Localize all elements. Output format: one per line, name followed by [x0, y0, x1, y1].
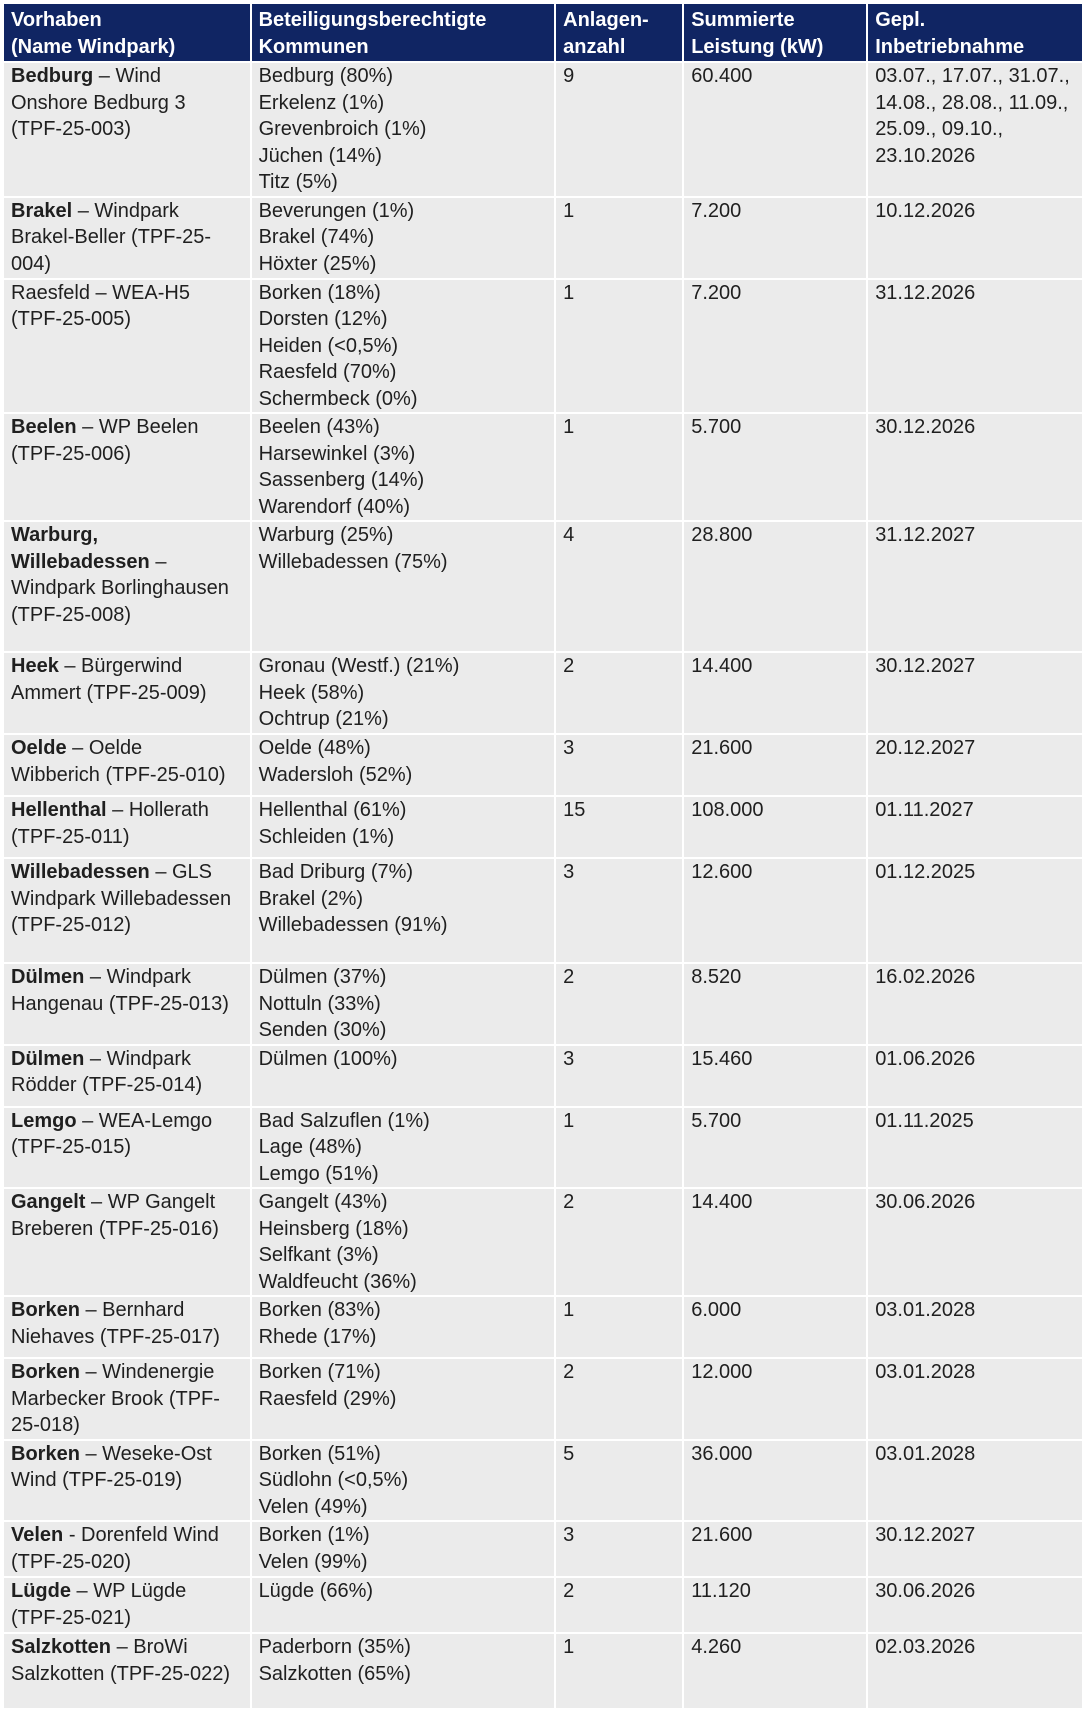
cell-anlagenanzahl: 3	[556, 1522, 682, 1576]
cell-leistung: 12.600	[684, 859, 866, 962]
kommune-line: Borken (71%)	[258, 1361, 381, 1383]
cell-leistung: 14.400	[684, 1189, 866, 1295]
cell-anlagenanzahl: 15	[556, 797, 682, 857]
vorhaben-line: Ammert (TPF-25-009)	[11, 681, 207, 704]
cell-anlagenanzahl: 4	[556, 522, 682, 651]
cell-anlagenanzahl: 2	[556, 1578, 682, 1632]
cell-leistung: 12.000	[684, 1359, 866, 1439]
vorhaben-line: (TPF-25-008)	[11, 603, 132, 626]
cell-vorhaben	[4, 1522, 250, 1576]
cell-anlagenanzahl: 1	[556, 280, 682, 413]
cell-inbetriebnahme	[868, 964, 1082, 1044]
cell-anlagenanzahl: 1	[556, 1297, 682, 1357]
kommune-line: Grevenbroich (1%)	[258, 118, 427, 140]
header-vorhaben	[4, 4, 250, 61]
cell-vorhaben	[4, 198, 250, 278]
cell-leistung: 7.200	[684, 198, 866, 278]
cell-kommunen	[252, 198, 555, 278]
table-row	[4, 1441, 1082, 1521]
kommune-line: Borken (83%)	[258, 1299, 381, 1321]
kommune-line: Gronau (Westf.) (21%)	[258, 655, 460, 677]
kommune-line: Warburg (25%)	[258, 524, 394, 546]
date-line: 01.11.2025	[875, 1109, 974, 1132]
project-name: Borken	[11, 1361, 80, 1383]
project-name: Gangelt	[11, 1191, 86, 1213]
cell-inbetriebnahme	[868, 1522, 1082, 1576]
kommune-line: Hellenthal (61%)	[258, 799, 407, 821]
cell-leistung: 4.260	[684, 1634, 866, 1708]
cell-vorhaben	[4, 1108, 250, 1188]
cell-vorhaben	[4, 1359, 250, 1439]
table-row	[4, 735, 1082, 795]
kommune-line: Warendorf (40%)	[258, 495, 411, 518]
cell-inbetriebnahme	[868, 1634, 1082, 1708]
cell-inbetriebnahme	[868, 1108, 1082, 1188]
vorhaben-line: (TPF-25-021)	[11, 1606, 132, 1629]
date-line: 20.12.2027	[875, 737, 976, 759]
cell-leistung: 5.700	[684, 414, 866, 520]
kommune-line: Raesfeld (29%)	[258, 1387, 397, 1410]
project-name: Oelde	[11, 737, 67, 759]
date-line: 30.12.2026	[875, 416, 976, 438]
vorhaben-line: Borken – Bernhard	[11, 1299, 185, 1321]
cell-inbetriebnahme	[868, 1578, 1082, 1632]
table-row	[4, 198, 1082, 278]
table-row	[4, 1634, 1082, 1708]
cell-leistung: 14.400	[684, 653, 866, 733]
project-name: Lügde	[11, 1580, 71, 1602]
date-line: 03.07., 17.07., 31.07.,	[875, 65, 1070, 87]
date-line: 31.12.2027	[875, 524, 976, 546]
date-line: 30.12.2027	[875, 655, 976, 677]
cell-anlagenanzahl: 2	[556, 1359, 682, 1439]
header-line: anzahl	[563, 35, 626, 58]
kommune-line: Willebadessen (91%)	[258, 914, 448, 936]
project-name: Heek	[11, 655, 59, 677]
cell-anlagenanzahl: 2	[556, 1189, 682, 1295]
project-name: Beelen	[11, 416, 77, 438]
kommune-line: Lügde (66%)	[258, 1580, 374, 1602]
cell-leistung: 21.600	[684, 1522, 866, 1576]
kommune-line: Borken (51%)	[258, 1442, 381, 1465]
cell-anlagenanzahl: 1	[556, 414, 682, 520]
cell-kommunen	[252, 1297, 555, 1357]
vorhaben-line: (TPF-25-012)	[11, 914, 132, 936]
project-name: Willebadessen	[11, 550, 150, 573]
table-row	[4, 859, 1082, 962]
kommune-line: Bedburg (80%)	[258, 65, 394, 87]
vorhaben-line: Windpark Willebadessen	[11, 887, 232, 910]
date-line: 16.02.2026	[875, 966, 976, 988]
table-row	[4, 1359, 1082, 1439]
vorhaben-line: Raesfeld – WEA-H5	[11, 281, 190, 304]
vorhaben-line: Salzkotten – BroWi	[11, 1636, 188, 1658]
kommune-line: Brakel (74%)	[258, 226, 375, 248]
cell-vorhaben	[4, 522, 250, 651]
cell-vorhaben	[4, 1046, 250, 1106]
cell-vorhaben	[4, 1634, 250, 1708]
cell-kommunen	[252, 1359, 555, 1439]
vorhaben-line: (TPF-25-020)	[11, 1550, 132, 1573]
kommune-line: Erkelenz (1%)	[258, 91, 385, 114]
date-line: 03.01.2028	[875, 1361, 976, 1383]
vorhaben-line: Borken – Windenergie	[11, 1361, 215, 1383]
kommune-line: Senden (30%)	[258, 1019, 387, 1041]
kommune-line: Lage (48%)	[258, 1136, 362, 1158]
vorhaben-line: 004)	[11, 252, 52, 275]
kommune-line: Schermbeck (0%)	[258, 387, 418, 410]
cell-anlagenanzahl: 1	[556, 198, 682, 278]
cell-kommunen	[252, 1046, 555, 1106]
kommune-line: Brakel (2%)	[258, 887, 364, 910]
project-name: Hellenthal	[11, 799, 107, 821]
kommune-line: Velen (99%)	[258, 1550, 368, 1573]
cell-vorhaben	[4, 414, 250, 520]
header-line: Kommunen	[258, 35, 369, 58]
kommune-line: Paderborn (35%)	[258, 1636, 411, 1658]
date-line: 14.08., 28.08., 11.09.,	[875, 91, 1069, 114]
cell-leistung: 8.520	[684, 964, 866, 1044]
vorhaben-line: Warburg,	[11, 524, 99, 546]
vorhaben-line: Velen - Dorenfeld Wind	[11, 1524, 219, 1546]
date-line: 02.03.2026	[875, 1636, 976, 1658]
vorhaben-line: Bedburg – Wind	[11, 65, 162, 87]
date-line: 30.12.2027	[875, 1524, 976, 1546]
table-row	[4, 1297, 1082, 1357]
vorhaben-line: (TPF-25-005)	[11, 308, 132, 330]
cell-kommunen	[252, 859, 555, 962]
kommune-line: Oelde (48%)	[258, 737, 371, 759]
cell-vorhaben	[4, 1441, 250, 1521]
date-line: 10.12.2026	[875, 199, 976, 222]
project-name: Brakel	[11, 199, 73, 222]
vorhaben-line: Breberen (TPF-25-016)	[11, 1217, 219, 1240]
cell-inbetriebnahme	[868, 653, 1082, 733]
project-name: Willebadessen	[11, 861, 150, 883]
vorhaben-line: Dülmen – Windpark	[11, 1047, 192, 1070]
cell-leistung: 7.200	[684, 280, 866, 413]
cell-kommunen	[252, 1108, 555, 1188]
kommune-line: Titz (5%)	[258, 171, 338, 193]
vorhaben-line: Lügde – WP Lügde	[11, 1580, 187, 1602]
table-row	[4, 280, 1082, 413]
vorhaben-line: 25-018)	[11, 1414, 80, 1436]
table-body	[4, 63, 1082, 1708]
vorhaben-line: Windpark Borlinghausen	[11, 577, 229, 599]
kommune-line: Velen (49%)	[258, 1495, 368, 1518]
table-row	[4, 1578, 1082, 1632]
project-name: Lemgo	[11, 1109, 77, 1132]
project-name: Dülmen	[11, 1047, 85, 1070]
kommune-line: Bad Driburg (7%)	[258, 861, 414, 883]
cell-inbetriebnahme	[868, 1441, 1082, 1521]
cell-vorhaben	[4, 1297, 250, 1357]
cell-inbetriebnahme	[868, 1046, 1082, 1106]
cell-vorhaben	[4, 797, 250, 857]
cell-kommunen	[252, 653, 555, 733]
vorhaben-line: Wibberich (TPF-25-010)	[11, 763, 226, 786]
cell-kommunen	[252, 522, 555, 651]
vorhaben-line: (TPF-25-011)	[11, 825, 130, 848]
date-line: 31.12.2026	[875, 281, 976, 304]
cell-kommunen	[252, 964, 555, 1044]
cell-kommunen	[252, 1634, 555, 1708]
kommune-line: Dorsten (12%)	[258, 308, 388, 330]
cell-kommunen	[252, 63, 555, 196]
cell-vorhaben	[4, 653, 250, 733]
kommune-line: Lemgo (51%)	[258, 1162, 379, 1185]
cell-leistung: 28.800	[684, 522, 866, 651]
kommune-line: Harsewinkel (3%)	[258, 442, 416, 465]
project-name: Borken	[11, 1442, 80, 1465]
date-line: 30.06.2026	[875, 1191, 976, 1213]
header-line: Inbetriebnahme	[875, 35, 1025, 58]
vorhaben-line: Oelde – Oelde	[11, 737, 143, 759]
cell-vorhaben	[4, 280, 250, 413]
cell-leistung: 21.600	[684, 735, 866, 795]
cell-leistung: 11.120	[684, 1578, 866, 1632]
cell-vorhaben	[4, 735, 250, 795]
cell-leistung: 6.000	[684, 1297, 866, 1357]
kommune-line: Salzkotten (65%)	[258, 1662, 411, 1685]
header-line: Gepl.	[875, 9, 926, 31]
kommune-line: Beverungen (1%)	[258, 199, 415, 222]
date-line: 01.12.2025	[875, 861, 976, 883]
table-row	[4, 964, 1082, 1044]
header-line: Anlagen-	[563, 9, 649, 31]
kommune-line: Borken (1%)	[258, 1524, 370, 1546]
vorhaben-line: (TPF-25-015)	[11, 1136, 132, 1158]
cell-leistung: 108.000	[684, 797, 866, 857]
header-line: Vorhaben	[11, 9, 102, 31]
vorhaben-line: Hangenau (TPF-25-013)	[11, 992, 229, 1015]
cell-anlagenanzahl: 1	[556, 1634, 682, 1708]
date-line: 01.11.2027	[875, 799, 974, 821]
header-inbetriebnahme	[868, 4, 1082, 61]
header-line: (Name Windpark)	[11, 35, 176, 58]
cell-leistung: 5.700	[684, 1108, 866, 1188]
vorhaben-line: Dülmen – Windpark	[11, 966, 192, 988]
date-line: 03.01.2028	[875, 1299, 976, 1321]
vorhaben-line: Borken – Weseke-Ost	[11, 1442, 212, 1465]
cell-leistung: 60.400	[684, 63, 866, 196]
cell-vorhaben	[4, 1578, 250, 1632]
vorhaben-line: Gangelt – WP Gangelt	[11, 1191, 216, 1213]
header-line: Beteiligungsberechtigte	[258, 9, 487, 31]
cell-anlagenanzahl: 3	[556, 735, 682, 795]
table-header-row	[4, 4, 1082, 61]
cell-anlagenanzahl: 9	[556, 63, 682, 196]
header-anlagenanzahl	[556, 4, 682, 61]
cell-inbetriebnahme	[868, 414, 1082, 520]
date-line: 23.10.2026	[875, 144, 976, 167]
kommune-line: Borken (18%)	[258, 281, 381, 304]
cell-kommunen	[252, 280, 555, 413]
kommune-line: Willebadessen (75%)	[258, 550, 448, 573]
vorhaben-line: Willebadessen –	[11, 550, 167, 573]
kommune-line: Sassenberg (14%)	[258, 469, 425, 491]
kommune-line: Gangelt (43%)	[258, 1191, 388, 1213]
cell-vorhaben	[4, 1189, 250, 1295]
cell-vorhaben	[4, 859, 250, 962]
date-line: 25.09., 09.10.,	[875, 118, 1004, 140]
cell-leistung: 15.460	[684, 1046, 866, 1106]
header-leistung	[684, 4, 866, 61]
table-row	[4, 1189, 1082, 1295]
cell-inbetriebnahme	[868, 797, 1082, 857]
vorhaben-line: Lemgo – WEA-Lemgo	[11, 1109, 213, 1132]
cell-kommunen	[252, 1441, 555, 1521]
kommune-line: Rhede (17%)	[258, 1325, 377, 1348]
vorhaben-line: Willebadessen – GLS	[11, 861, 213, 883]
vorhaben-line: (TPF-25-003)	[11, 118, 132, 140]
windpark-table	[2, 2, 1084, 1710]
cell-vorhaben	[4, 63, 250, 196]
cell-inbetriebnahme	[868, 280, 1082, 413]
cell-anlagenanzahl: 1	[556, 1108, 682, 1188]
cell-inbetriebnahme	[868, 1297, 1082, 1357]
table-row	[4, 414, 1082, 520]
vorhaben-line: Salzkotten (TPF-25-022)	[11, 1662, 230, 1685]
vorhaben-line: Hellenthal – Hollerath	[11, 799, 209, 821]
cell-kommunen	[252, 1578, 555, 1632]
table-row	[4, 653, 1082, 733]
cell-anlagenanzahl: 2	[556, 653, 682, 733]
table-row	[4, 63, 1082, 196]
kommune-line: Heek (58%)	[258, 681, 365, 704]
kommune-line: Waldfeucht (36%)	[258, 1270, 417, 1293]
kommune-line: Schleiden (1%)	[258, 825, 395, 848]
vorhaben-line: Onshore Bedburg 3	[11, 91, 186, 114]
project-name: Velen	[11, 1524, 64, 1546]
vorhaben-line: Beelen – WP Beelen	[11, 416, 199, 438]
cell-kommunen	[252, 1522, 555, 1576]
project-name: Salzkotten	[11, 1636, 112, 1658]
vorhaben-line: Brakel – Windpark	[11, 199, 179, 222]
table-row	[4, 522, 1082, 651]
cell-inbetriebnahme	[868, 198, 1082, 278]
table-row	[4, 797, 1082, 857]
vorhaben-line: Niehaves (TPF-25-017)	[11, 1325, 220, 1348]
cell-anlagenanzahl: 3	[556, 859, 682, 962]
header-line: Leistung (kW)	[691, 35, 824, 58]
kommune-line: Nottuln (33%)	[258, 992, 381, 1015]
cell-kommunen	[252, 1189, 555, 1295]
kommune-line: Höxter (25%)	[258, 252, 377, 275]
vorhaben-line: (TPF-25-006)	[11, 442, 132, 465]
kommune-line: Heinsberg (18%)	[258, 1217, 409, 1240]
cell-vorhaben	[4, 964, 250, 1044]
project-name: Borken	[11, 1299, 80, 1321]
cell-inbetriebnahme	[868, 522, 1082, 651]
kommune-line: Bad Salzuflen (1%)	[258, 1109, 430, 1132]
vorhaben-line: Brakel-Beller (TPF-25-	[11, 226, 212, 248]
kommune-line: Heiden (<0,5%)	[258, 334, 399, 357]
kommune-line: Ochtrup (21%)	[258, 708, 389, 730]
kommune-line: Südlohn (<0,5%)	[258, 1469, 409, 1491]
vorhaben-line: Marbecker Brook (TPF-	[11, 1387, 220, 1410]
project-name: Dülmen	[11, 966, 85, 988]
project-name: Bedburg	[11, 65, 94, 87]
header-kommunen	[252, 4, 555, 61]
cell-inbetriebnahme	[868, 63, 1082, 196]
date-line: 01.06.2026	[875, 1047, 976, 1070]
vorhaben-line: Rödder (TPF-25-014)	[11, 1074, 203, 1096]
cell-inbetriebnahme	[868, 735, 1082, 795]
table-row	[4, 1108, 1082, 1188]
cell-leistung: 36.000	[684, 1441, 866, 1521]
date-line: 03.01.2028	[875, 1442, 976, 1465]
kommune-line: Jüchen (14%)	[258, 144, 382, 167]
vorhaben-line: Wind (TPF-25-019)	[11, 1469, 183, 1491]
cell-inbetriebnahme	[868, 1359, 1082, 1439]
header-line: Summierte	[691, 9, 795, 31]
cell-anlagenanzahl: 2	[556, 964, 682, 1044]
cell-anlagenanzahl: 3	[556, 1046, 682, 1106]
cell-kommunen	[252, 797, 555, 857]
vorhaben-line: Heek – Bürgerwind	[11, 655, 183, 677]
cell-inbetriebnahme	[868, 1189, 1082, 1295]
kommune-line: Wadersloh (52%)	[258, 763, 413, 786]
kommune-line: Dülmen (100%)	[258, 1047, 398, 1070]
cell-kommunen	[252, 735, 555, 795]
cell-anlagenanzahl: 5	[556, 1441, 682, 1521]
kommune-line: Beelen (43%)	[258, 416, 380, 438]
table-row	[4, 1522, 1082, 1576]
table-row	[4, 1046, 1082, 1106]
date-line: 30.06.2026	[875, 1580, 976, 1602]
kommune-line: Raesfeld (70%)	[258, 361, 397, 383]
cell-inbetriebnahme	[868, 859, 1082, 962]
kommune-line: Selfkant (3%)	[258, 1244, 379, 1266]
kommune-line: Dülmen (37%)	[258, 966, 387, 988]
cell-kommunen	[252, 414, 555, 520]
